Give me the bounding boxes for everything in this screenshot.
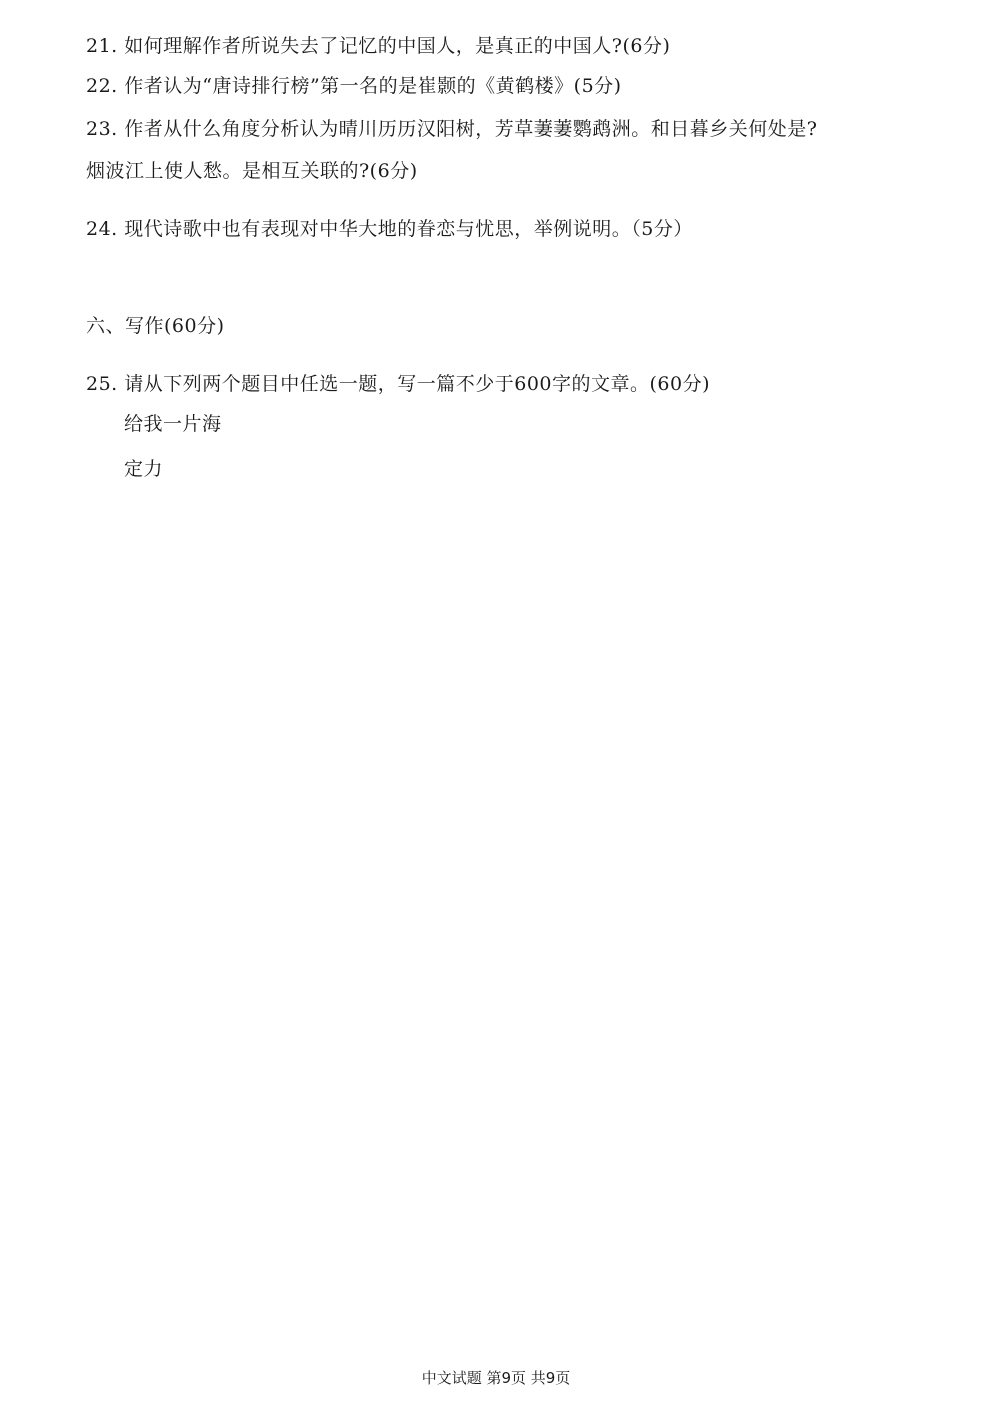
writing-topic-2: 定力 [124, 458, 164, 480]
writing-topic-1: 给我一片海 [124, 413, 222, 435]
question-24: 24. 现代诗歌中也有表现对中华大地的眷恋与忧思，举例说明。（5分） [86, 218, 693, 240]
question-23-line-1: 23. 作者从什么角度分析认为晴川历历汉阳树，芳草萋萋鹦鹉洲。和日暮乡关何处是? [86, 118, 818, 140]
question-21: 21. 如何理解作者所说失去了记忆的中国人，是真正的中国人?(6分) [86, 35, 671, 57]
question-23-line-2: 烟波江上使人愁。是相互关联的?(6分) [86, 160, 418, 182]
page-footer: 中文试题 第9页 共9页 [421, 1369, 571, 1387]
section-heading-writing: 六、写作(60分) [86, 315, 225, 337]
question-25: 25. 请从下列两个题目中任选一题，写一篇不少于600字的文章。(60分) [86, 373, 711, 395]
question-22: 22. 作者认为“唐诗排行榜”第一名的是崔颢的《黄鹤楼》(5分) [86, 75, 622, 97]
